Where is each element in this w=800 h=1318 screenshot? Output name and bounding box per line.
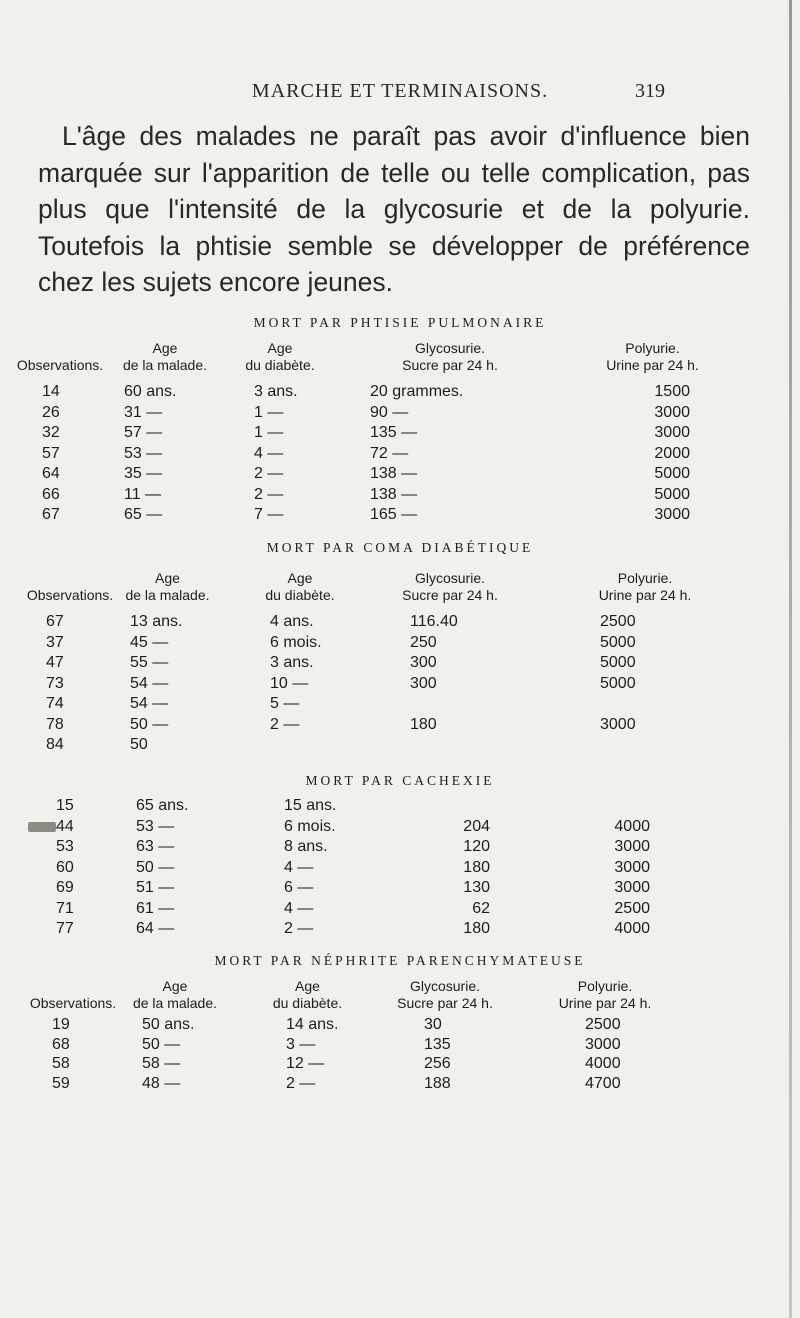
observation-number: 60 (56, 858, 74, 876)
observation-number: 57 (42, 444, 60, 462)
table-cell: 1 — (254, 403, 284, 421)
table-cell: 2 — (254, 485, 284, 503)
column-header (530, 978, 680, 1012)
observation-number: 26 (42, 403, 60, 421)
observation-number: 47 (46, 654, 64, 671)
table-cell: 50 — (130, 715, 169, 733)
column-header (370, 340, 530, 374)
table-cell: 55 — (130, 654, 169, 671)
table-cell: 8 ans. (284, 838, 328, 855)
table-cell: 62 (472, 899, 490, 917)
table-cell: 2 — (284, 920, 314, 937)
table-cell: 4000 (614, 920, 650, 937)
table-cell: 2000 (654, 444, 690, 462)
ink-smudge (28, 822, 56, 832)
paragraph-text: L'âge des malades ne paraît pas avoir d'influence bien marquée sur l'apparition de telle ou telle complication, pas plus que l'intensité de la glycosurie et de la polyurie. Toutefois la phtisie semble se développer de préférence chez les sujets encore jeunes. (38, 121, 750, 297)
table-cell: 63 — (136, 838, 175, 855)
column-header-line2: Urine par 24 h. (558, 995, 652, 1011)
table-cell: 13 ans. (130, 613, 183, 630)
column-header-line2: Sucre par 24 h. (397, 995, 493, 1011)
table-cell: 90 — (370, 403, 409, 421)
table-cell: 4 ans. (270, 613, 314, 630)
table-cell: 3000 (654, 424, 690, 441)
table-cell: 6 mois. (284, 817, 336, 835)
observation-number: 15 (56, 797, 74, 814)
observation-number: 73 (46, 674, 64, 692)
table-cell: 10 — (270, 674, 309, 692)
column-header-line2: du diabète. (272, 995, 343, 1011)
table-cell: 120 (463, 838, 490, 855)
column-header-line1: Glycosurie. (409, 978, 481, 994)
table-cell: 50 (130, 736, 148, 753)
table-cell: 58 — (142, 1055, 181, 1072)
column-header (120, 978, 230, 1012)
column-header-line1: Age (155, 570, 180, 586)
column-header-line1: Age (267, 340, 293, 356)
table-cell: 2500 (600, 613, 636, 630)
table-cell: 256 (424, 1055, 451, 1072)
observation-number: 64 (42, 465, 60, 482)
observation-number: 69 (56, 879, 74, 896)
column-header (18, 978, 128, 1012)
table-cell: 4 — (284, 899, 314, 917)
table-cell: 64 — (136, 920, 175, 937)
table-cell: 3000 (614, 838, 650, 855)
table-cell: 180 (463, 920, 490, 937)
page-header (0, 80, 800, 110)
table-cell: 4000 (585, 1055, 621, 1072)
table-cell: 204 (463, 817, 490, 835)
observation-number: 53 (56, 838, 74, 855)
table-cell: 3 ans. (254, 383, 298, 400)
table-cell: 300 (410, 654, 437, 671)
table-cell: 4700 (585, 1074, 621, 1092)
observation-number: 14 (42, 383, 60, 400)
table-cell: 30 (424, 1016, 442, 1033)
observation-number: 84 (46, 736, 64, 753)
table-cell: 72 — (370, 444, 409, 462)
observation-number: 44 (56, 817, 74, 835)
observation-number: 67 (42, 506, 60, 523)
column-header (575, 570, 715, 604)
column-header-line1 (0, 340, 120, 357)
section-title: MORT PAR PHTISIE PULMONAIRE (253, 315, 547, 330)
column-header (370, 978, 520, 1012)
table-cell: 60 ans. (124, 383, 177, 400)
table-cell: 180 (463, 858, 490, 876)
table-cell: 5 — (270, 695, 300, 712)
column-header-line2: de la malade. (132, 995, 218, 1011)
table-cell: 1 — (254, 424, 284, 441)
column-header-line2: du diabète. (265, 587, 335, 603)
table-cell: 6 — (284, 879, 314, 896)
table-cell: 14 ans. (286, 1016, 339, 1033)
body-paragraph (38, 118, 750, 301)
column-header (105, 570, 230, 604)
column-header-line2: Observations. (29, 995, 117, 1011)
table-cell: 5000 (654, 465, 690, 482)
column-header-line1: Glycosurie. (414, 570, 486, 586)
table-cell: 53 — (124, 444, 163, 462)
table-cell: 4 — (284, 858, 314, 876)
column-header-line2: Observations. (26, 587, 114, 603)
page-number: 319 (635, 80, 665, 102)
table-cell: 4 — (254, 444, 284, 462)
column-header (245, 978, 370, 1012)
column-header (110, 340, 220, 374)
table-cell: 65 — (124, 506, 163, 523)
column-header-line2: Sucre par 24 h. (402, 587, 498, 603)
column-header (245, 570, 355, 604)
table-cell: 65 ans. (136, 797, 189, 814)
table-cell: 50 ans. (142, 1016, 195, 1033)
table-cell: 12 — (286, 1055, 325, 1072)
table-cell: 50 — (142, 1035, 181, 1053)
table-cell: 2 — (286, 1074, 316, 1092)
table-cell: 5000 (654, 485, 690, 503)
table-cell: 2500 (585, 1016, 621, 1033)
running-title: MARCHE ET TERMINAISONS. (251, 80, 549, 102)
table-cell: 54 — (130, 674, 169, 692)
table-cell: 2 — (254, 465, 284, 482)
observation-number: 71 (56, 899, 74, 917)
table-cell: 250 (410, 633, 437, 651)
table-cell: 116.40 (410, 613, 458, 630)
table-cell: 2500 (614, 899, 650, 917)
column-header-line1: Age (162, 978, 188, 994)
section-title: MORT PAR CACHEXIE (305, 773, 495, 788)
table-cell: 3000 (600, 715, 636, 733)
observation-number: 59 (52, 1074, 70, 1092)
table-cell: 11 — (124, 485, 162, 503)
table-cell: 61 — (136, 899, 175, 917)
table-cell: 50 — (136, 858, 175, 876)
table-cell: 7 — (254, 506, 284, 523)
table-cell: 3000 (614, 858, 650, 876)
column-header (580, 340, 725, 374)
observation-number: 78 (46, 715, 64, 733)
observation-number: 58 (52, 1055, 70, 1072)
table-cell: 2 — (270, 715, 300, 733)
column-header-line1: Polyurie. (577, 978, 633, 994)
column-header-line1: Age (287, 570, 313, 586)
column-header-line1: Polyurie. (617, 570, 673, 586)
table-cell: 51 — (136, 879, 175, 896)
table-cell: 4000 (614, 817, 650, 835)
observation-number: 37 (46, 633, 64, 651)
column-header-line1: Polyurie. (625, 340, 680, 356)
table-cell: 3000 (654, 506, 690, 523)
table-cell: 300 (410, 674, 437, 692)
observation-number: 67 (46, 613, 64, 630)
observation-number: 74 (46, 695, 64, 712)
table-cell: 138 — (370, 465, 418, 482)
table-cell: 3000 (614, 879, 650, 896)
column-header-line2: Urine par 24 h. (606, 357, 699, 373)
page-edge-shadow (789, 0, 792, 1318)
table-cell: 5000 (600, 654, 636, 671)
table-cell: 3 — (286, 1035, 316, 1053)
table-cell: 54 — (130, 695, 169, 712)
observation-number: 77 (56, 920, 74, 937)
table-cell: 138 — (370, 485, 418, 503)
table-cell: 5000 (600, 674, 636, 692)
column-header-line2: de la malade. (125, 587, 210, 603)
table-cell: 35 — (124, 465, 163, 482)
observation-number: 19 (52, 1016, 70, 1033)
table-cell: 15 ans. (284, 797, 337, 814)
column-header-line1: Age (152, 340, 178, 356)
table-cell: 135 (424, 1035, 451, 1053)
observation-number: 32 (42, 424, 60, 441)
table-cell: 130 (463, 879, 490, 896)
table-cell: 6 mois. (270, 633, 322, 651)
column-header-line1 (18, 978, 128, 995)
table-cell: 3000 (654, 403, 690, 421)
column-header (225, 340, 335, 374)
table-cell: 3000 (585, 1035, 621, 1053)
table-cell: 180 (410, 715, 437, 733)
table-cell: 5000 (600, 633, 636, 651)
column-header (375, 570, 525, 604)
column-header-line2: du diabète. (245, 357, 315, 373)
table-cell: 135 — (370, 424, 418, 441)
observation-number: 68 (52, 1035, 70, 1053)
table-cell: 188 (424, 1074, 451, 1092)
column-header (0, 340, 120, 374)
table-cell: 165 — (370, 506, 418, 523)
column-header-line1: Glycosurie. (414, 340, 486, 356)
table-cell: 20 grammes. (370, 383, 464, 400)
section-title: MORT PAR COMA DIABÉTIQUE (266, 540, 534, 555)
column-header-line2: Observations. (16, 357, 104, 373)
table-cell: 48 — (142, 1074, 181, 1092)
column-header-line2: Sucre par 24 h. (402, 357, 498, 373)
table-cell: 1500 (654, 383, 690, 400)
table-cell: 53 — (136, 817, 175, 835)
section-title: MORT PAR NÉPHRITE PARENCHYMATEUSE (214, 953, 586, 968)
table-cell: 45 — (130, 633, 169, 651)
column-header-line1: Age (295, 978, 320, 994)
table-cell: 31 — (124, 403, 163, 421)
column-header-line2: Urine par 24 h. (598, 587, 692, 603)
column-header-line2: de la malade. (122, 357, 208, 373)
table-cell: 57 — (124, 424, 163, 441)
table-cell: 3 ans. (270, 654, 314, 671)
observation-number: 66 (42, 485, 60, 503)
